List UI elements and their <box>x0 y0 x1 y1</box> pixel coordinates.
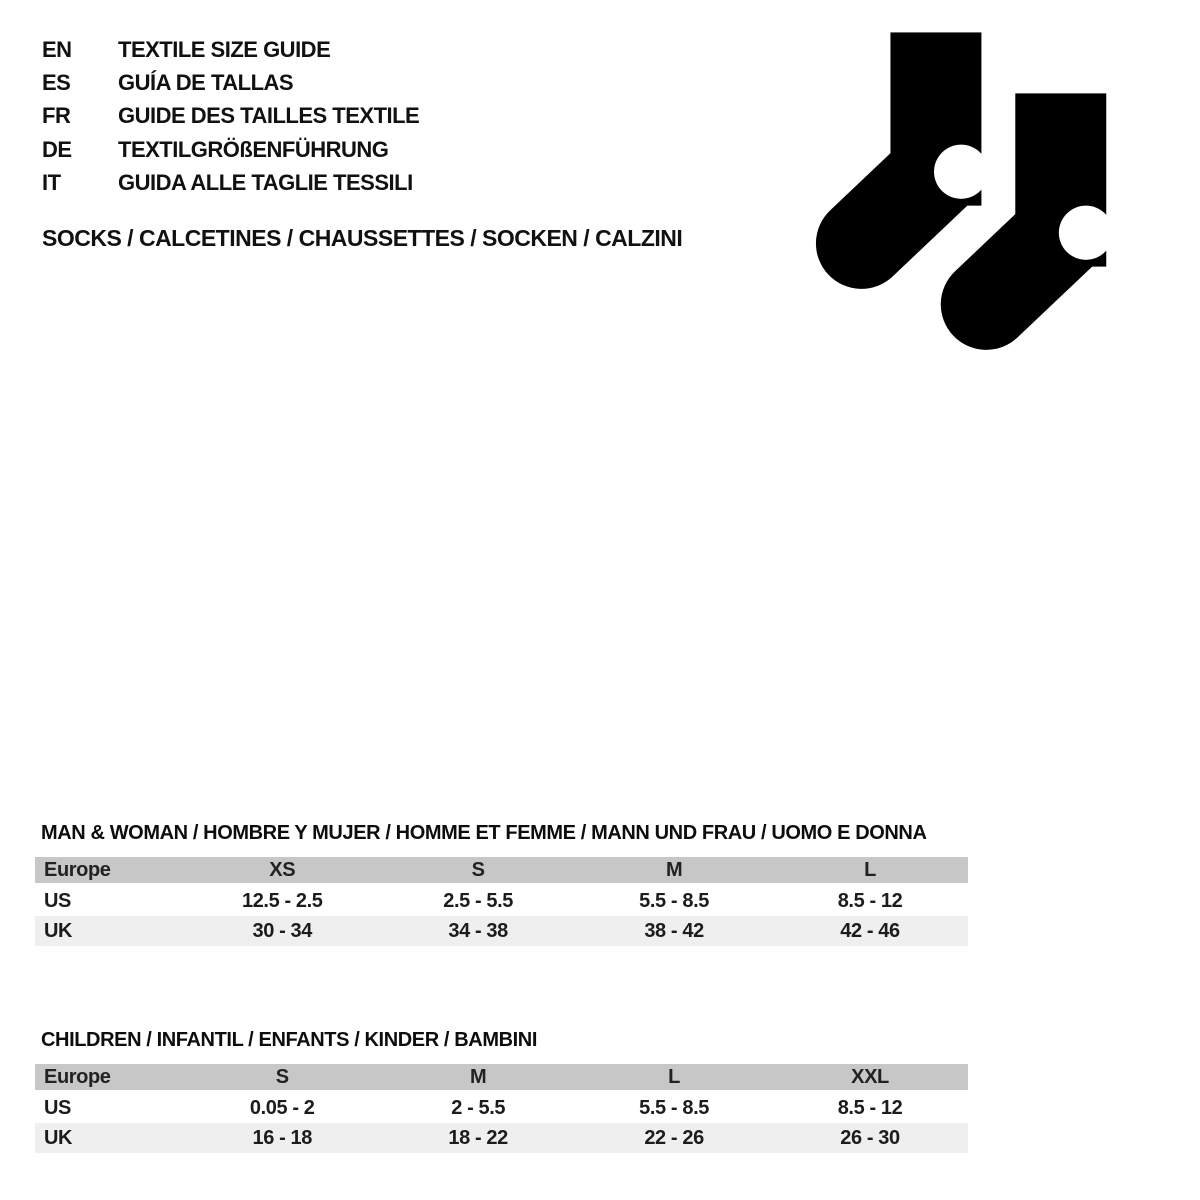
language-row-de <box>42 133 419 166</box>
size-cell: 0.05 - 2 <box>249 1096 315 1119</box>
size-cell: 42 - 46 <box>772 916 968 946</box>
table-row-us <box>35 1093 968 1123</box>
product-category-line: SOCKS / CALCETINES / CHAUSSETTES / SOCKEN / CALZINI <box>42 225 683 251</box>
guide-title-de: TEXTILGRÖßENFÜHRUNG <box>118 136 389 162</box>
size-cell: 8.5 - 12 <box>837 889 903 912</box>
column-header-size: M <box>576 857 772 886</box>
column-header-size: XXL <box>772 1064 968 1093</box>
column-header-size: L <box>772 857 968 886</box>
table-row-us <box>35 886 968 916</box>
language-row-fr <box>42 100 419 133</box>
guide-title-fr: GUIDE DES TAILLES TEXTILE <box>118 103 420 129</box>
guide-title-en: TEXTILE SIZE GUIDE <box>118 36 331 62</box>
size-cell: 26 - 30 <box>772 1123 968 1153</box>
table-row-uk <box>35 1123 968 1153</box>
section-title-children: CHILDREN / INFANTIL / ENFANTS / KINDER / BAMBINI <box>41 1029 537 1051</box>
language-row-es <box>42 66 419 99</box>
size-section-adults <box>35 822 968 946</box>
language-title-list <box>42 33 419 200</box>
size-cell: 5.5 - 8.5 <box>639 1096 709 1119</box>
size-table-children <box>35 1064 968 1153</box>
column-header-size: L <box>576 1064 772 1093</box>
table-row-uk <box>35 916 968 946</box>
column-header-region: Europe <box>35 1064 184 1093</box>
language-code: FR <box>42 103 71 129</box>
column-header-size: S <box>184 1064 380 1093</box>
language-row-en <box>42 33 419 66</box>
size-cell: 34 - 38 <box>380 916 576 946</box>
column-header-size: M <box>380 1064 576 1093</box>
size-cell: 2.5 - 5.5 <box>443 889 514 912</box>
language-code: ES <box>42 70 71 96</box>
section-title-adults: MAN & WOMAN / HOMBRE Y MUJER / HOMME ET FEMME / MANN UND FRAU / UOMO E DONNA <box>41 822 927 844</box>
size-cell: 5.5 - 8.5 <box>639 889 709 912</box>
size-cell: 8.5 - 12 <box>837 1096 903 1119</box>
row-label: US <box>44 889 71 912</box>
sock-left <box>861 32 988 243</box>
size-cell: 2 - 5.5 <box>451 1096 506 1119</box>
size-cell: 22 - 26 <box>576 1123 772 1153</box>
row-label: UK <box>35 916 184 946</box>
size-table-adults <box>35 857 968 946</box>
header-row <box>35 1064 968 1093</box>
language-row-it <box>42 167 419 200</box>
size-cell: 16 - 18 <box>184 1123 380 1153</box>
guide-title-es: GUÍA DE TALLAS <box>118 70 294 96</box>
size-cell: 18 - 22 <box>380 1123 576 1153</box>
column-header-size: XS <box>184 857 380 886</box>
column-header-region: Europe <box>35 857 184 886</box>
language-code: IT <box>42 170 61 196</box>
column-header-size: S <box>380 857 576 886</box>
size-cell: 38 - 42 <box>576 916 772 946</box>
size-cell: 30 - 34 <box>184 916 380 946</box>
size-section-children <box>35 1029 968 1153</box>
sock-right <box>986 93 1113 304</box>
size-cell: 12.5 - 2.5 <box>241 889 323 912</box>
guide-title-it: GUIDA ALLE TAGLIE TESSILI <box>118 170 413 196</box>
language-code: EN <box>42 36 72 62</box>
language-code: DE <box>42 136 72 162</box>
socks-icon <box>814 32 1114 358</box>
row-label: UK <box>35 1123 184 1153</box>
row-label: US <box>44 1096 71 1119</box>
header-row <box>35 857 968 886</box>
